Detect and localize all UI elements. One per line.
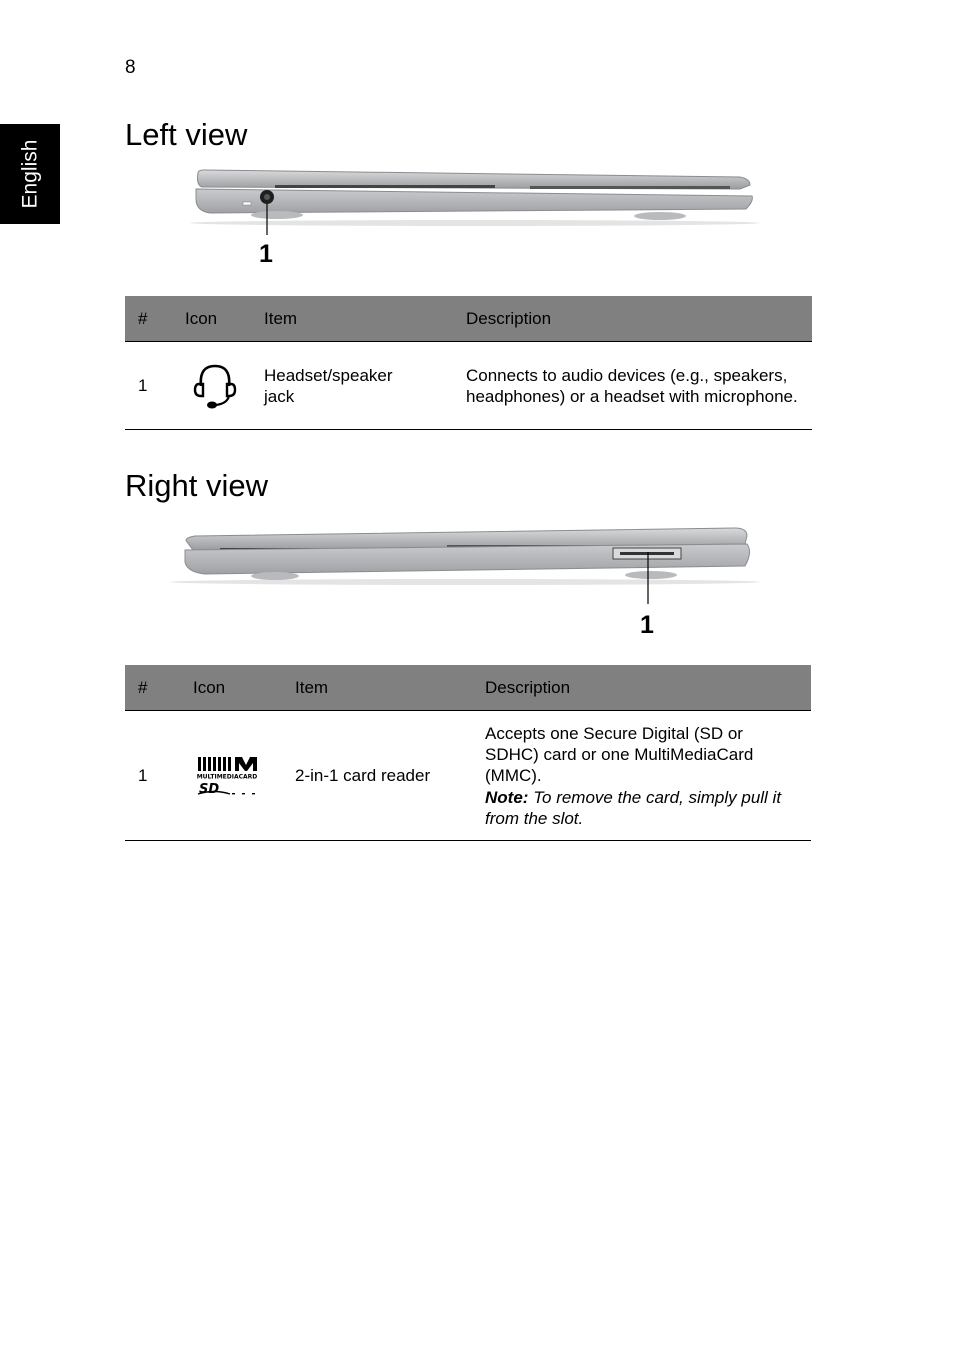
- col-header-description: Description: [485, 665, 811, 711]
- col-header-item: Item: [295, 665, 485, 711]
- col-header-num: #: [125, 296, 185, 342]
- right-view-title: Right view: [125, 468, 268, 503]
- row-icon-cell: [193, 711, 295, 841]
- col-header-num: #: [125, 665, 193, 711]
- table-header-row: [125, 296, 812, 342]
- row-description: Connects to audio devices (e.g., speakers, headphones) or a headset with microphone.: [466, 342, 812, 430]
- row-icon-cell: [185, 342, 264, 430]
- laptop-right-side-image: [165, 522, 770, 604]
- sd-mmc-card-icon: [196, 755, 262, 797]
- col-header-description: Description: [466, 296, 812, 342]
- language-tab: [0, 124, 60, 224]
- laptop-left-side-image: [180, 165, 770, 235]
- row-num: 1: [125, 711, 193, 841]
- col-header-icon: Icon: [193, 665, 295, 711]
- right-view-callout-1: 1: [640, 611, 654, 639]
- headset-icon: [193, 360, 237, 412]
- language-tab-label: English: [18, 139, 42, 209]
- sd-logo-text: SD: [199, 781, 220, 797]
- col-header-icon: Icon: [185, 296, 264, 342]
- row-description: Accepts one Secure Digital (SD or SDHC) card or one MultiMediaCard (MMC).: [485, 723, 754, 785]
- row-num: 1: [125, 342, 185, 430]
- row-item: 2-in-1 card reader: [295, 711, 485, 841]
- page-number: 8: [125, 57, 136, 78]
- note-text: To remove the card, simply pull it from the slot.: [485, 787, 782, 828]
- right-view-table: [125, 665, 811, 841]
- row-description-cell: [485, 711, 811, 841]
- mmc-logo-text: MULTIMEDIACARD: [196, 773, 258, 780]
- table-header-row: [125, 665, 811, 711]
- left-view-title: Left view: [125, 117, 248, 152]
- row-item: Headset/speaker jack: [264, 342, 466, 430]
- table-row: [125, 711, 811, 841]
- table-row: [125, 342, 812, 430]
- col-header-item: Item: [264, 296, 466, 342]
- row-note: [485, 787, 797, 829]
- left-view-callout-1: 1: [259, 240, 273, 268]
- note-label: Note:: [485, 787, 529, 807]
- left-view-table: [125, 296, 812, 430]
